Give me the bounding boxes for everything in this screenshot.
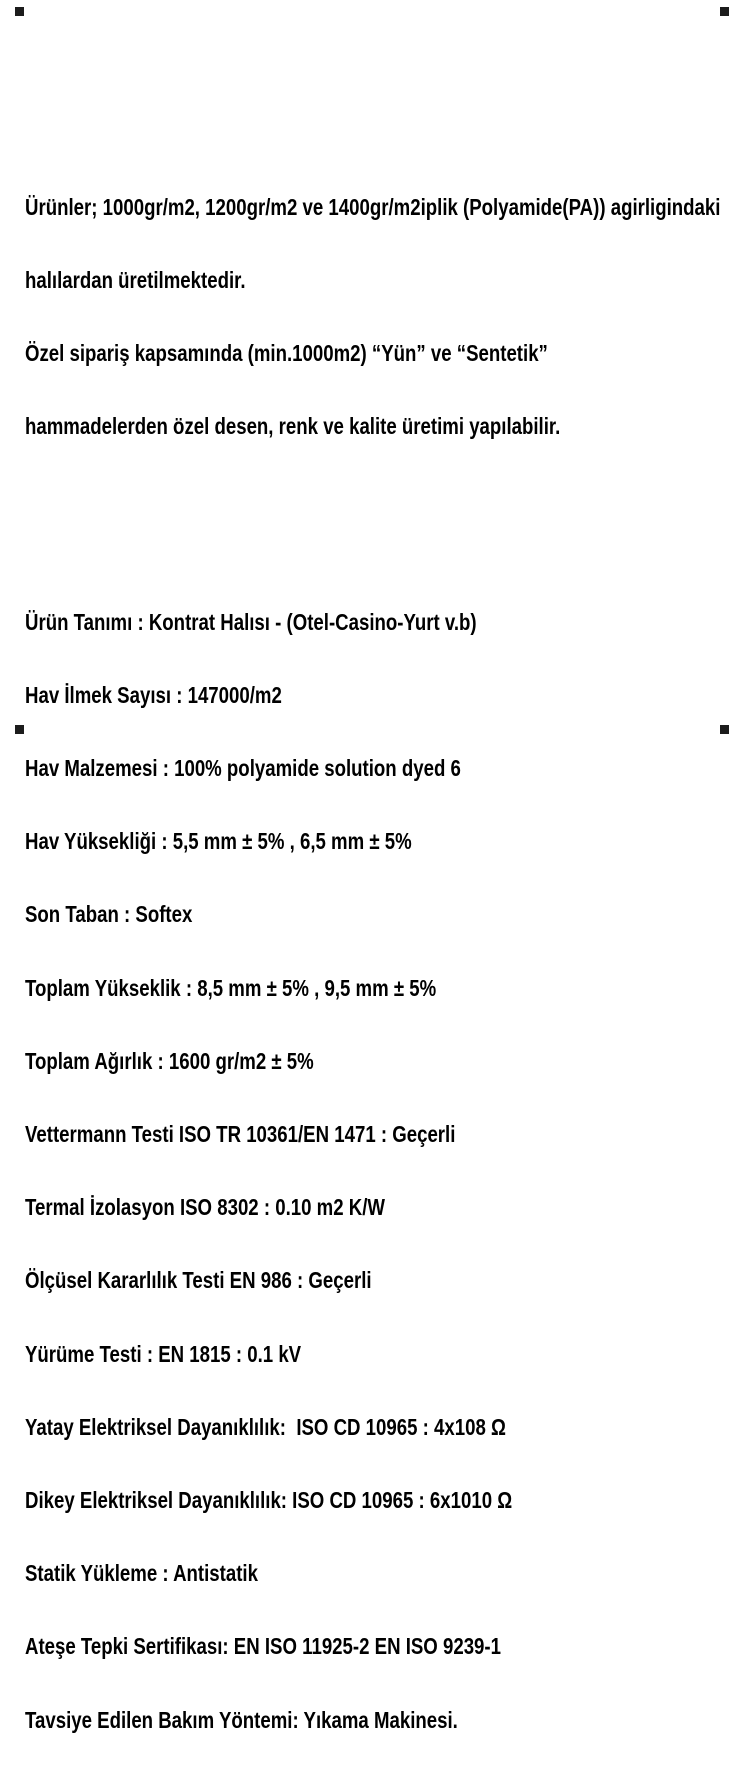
- intro-line-raw-materials: hammadelerden özel desen, renk ve kalite üretimi yapılabilir.: [25, 413, 561, 440]
- spec-line-hav-ilmek-sayisi: Hav İlmek Sayısı : 147000/m2: [25, 681, 282, 708]
- spec-line-olcusel-kararlilik: Ölçüsel Kararlılık Testi EN 986 : Geçerli: [25, 1267, 372, 1294]
- corner-mark-bottom-left-icon: [15, 725, 24, 734]
- spec-line-dikey-elektriksel: Dikey Elektriksel Dayanıklılık: ISO CD 10965 : 6x1010 Ω: [25, 1487, 513, 1514]
- product-spec-text: [25, 146, 720, 1781]
- blank-line: [25, 512, 720, 536]
- corner-mark-top-right-icon: [720, 7, 729, 16]
- spec-line-yatay-elektriksel: Yatay Elektriksel Dayanıklılık: ISO CD 10965 : 4x108 Ω: [25, 1413, 506, 1440]
- spec-line-tavsiye-bakim: Tavsiye Edilen Bakım Yöntemi: Yıkama Makinesi.: [25, 1706, 458, 1733]
- spec-line-toplam-yukseklik: Toplam Yükseklik : 8,5 mm ± 5% , 9,5 mm ± 5%: [25, 974, 437, 1001]
- spec-line-hav-malzemesi: Hav Malzemesi : 100% polyamide solution dyed 6: [25, 755, 461, 782]
- spec-line-yurume-testi: Yürüme Testi : EN 1815 : 0.1 kV: [25, 1340, 302, 1367]
- intro-line-special-order: Özel sipariş kapsamında (min.1000m2) “Yün” ve “Sentetik”: [25, 340, 548, 367]
- corner-mark-top-left-icon: [15, 7, 24, 16]
- spec-line-statik-yukleme: Statik Yükleme : Antistatik: [25, 1560, 258, 1587]
- spec-line-termal-izolasyon: Termal İzolasyon ISO 8302 : 0.10 m2 K/W: [25, 1194, 385, 1221]
- spec-line-toplam-agirlik: Toplam Ağırlık : 1600 gr/m2 ± 5%: [25, 1047, 314, 1074]
- spec-line-urun-tanimi: Ürün Tanımı : Kontrat Halısı - (Otel-Casino-Yurt v.b): [25, 608, 477, 635]
- intro-line-produced: halılardan üretilmektedir.: [25, 267, 246, 294]
- spec-line-hav-yuksekligi: Hav Yüksekliği : 5,5 mm ± 5% , 6,5 mm ± 5%: [25, 828, 412, 855]
- spec-line-son-taban: Son Taban : Softex: [25, 901, 193, 928]
- spec-line-vettermann-testi: Vettermann Testi ISO TR 10361/EN 1471 : Geçerli: [25, 1121, 456, 1148]
- spec-line-atese-tepki: Ateşe Tepki Sertifikası: EN ISO 11925-2 EN ISO 9239-1: [25, 1633, 501, 1660]
- intro-line-products: Ürünler; 1000gr/m2, 1200gr/m2 ve 1400gr/m2iplik (Polyamide(PA)) agirligindaki: [25, 193, 721, 220]
- corner-mark-bottom-right-icon: [720, 725, 729, 734]
